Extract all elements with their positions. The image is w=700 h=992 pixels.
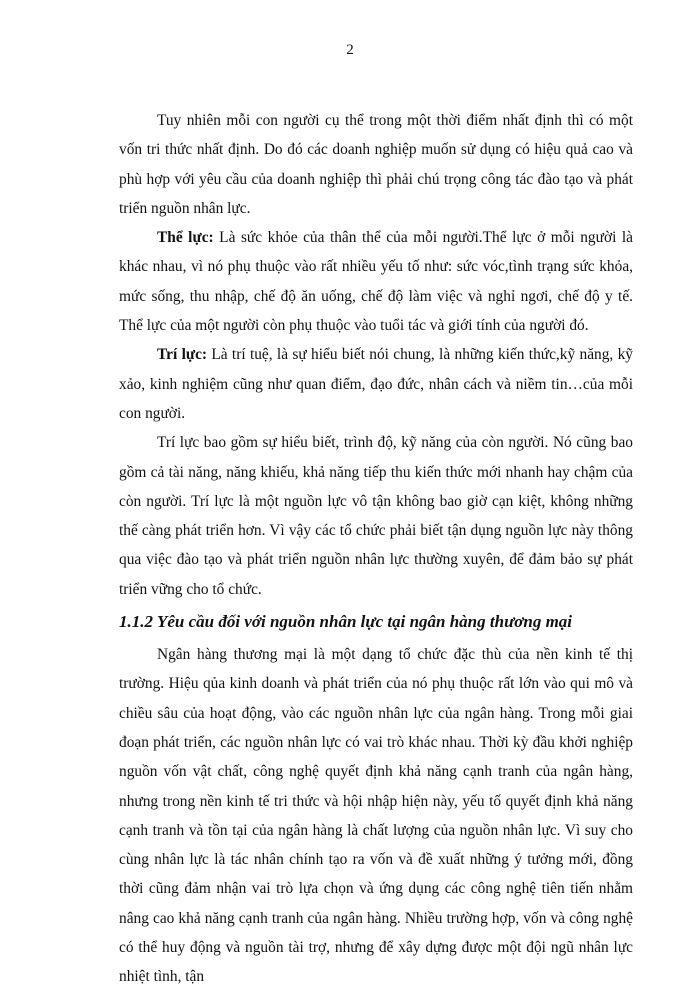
page-number: 2 (346, 42, 354, 58)
paragraph-the-luc (119, 223, 633, 340)
page-body (119, 106, 633, 992)
paragraph-text: Ngân hàng thương mại là một dạng tổ chức đặc thù của nền kinh tế thị trường. Hiệu qủa kinh doanh và phát triển của nó phụ thuộc rất lớn vào qui mô và chiều sâu của hoạt động, vào các nguồn nhân lực của ngân hàng. Trong mỗi giai đoạn phát triển, các nguồn nhân lực có vai trò khác nhau. Thời kỳ đầu khởi nghiệp nguồn vốn vật chất, công nghệ quyết định khả năng cạnh tranh của ngân hàng, nhưng trong nền kinh tế tri thức và hội nhập hiện này, yếu tố quyết định khả năng cạnh tranh và tồn tại của ngân hàng là chất lượng của nguồn nhân lực. Vì suy cho cùng nhân lực là tác nhân chính tạo ra vốn và đề xuất những ý tưởng mới, đồng thời cũng đảm nhận vai trò lựa chọn và ứng dụng các công nghệ tiên tiến nhằm nâng cao khả năng cạnh tranh của ngân hàng. Nhiều trường hợp, vốn và công nghệ có thể huy động và nguồn tài trợ, nhưng để xây dựng được một đội ngũ nhân lực nhiệt tình, tận (119, 646, 633, 986)
paragraph-text: Là trí tuệ, là sự hiểu biết nói chung, là những kiến thức,kỹ năng, kỹ xảo, kinh nghiệm cũng như quan điểm, đạo đức, nhân cách và niềm tin…của mỗi con người. (119, 346, 633, 422)
paragraph-text: Là sức khỏe của thân thể của mỗi người.Thể lực ở mỗi người là khác nhau, vì nó phụ thuộc vào rất nhiều yếu tố như: sức vóc,tình trạng sức khỏa, mức sống, thu nhập, chế độ ăn uống, chế độ làm việc và nghỉ ngơi, chế độ y tế. Thể lực của một người còn phụ thuộc vào tuổi tác và giới tính của người đó. (119, 229, 633, 335)
paragraph-text: Trí lực bao gồm sự hiểu biết, trình độ, kỹ năng của còn người. Nó cũng bao gồm cả tài năng, năng khiếu, khả năng tiếp thu kiến thức mới nhanh hay chậm của còn người. Trí lực là một nguồn lực vô tận không bao giờ cạn kiệt, không những thế càng phát triển hơn. Vì vậy các tổ chức phải biết tận dụng nguồn lực này thông qua việc đào tạo và phát triển nguồn nhân lực thường xuyên, để đảm bảo sự phát triển vững cho tổ chức. (119, 434, 633, 598)
section-heading: 1.1.2 Yêu cầu đối với nguồn nhân lực tại ngân hàng thương mại (119, 612, 573, 632)
paragraph-tri-luc-detail (119, 428, 633, 604)
paragraph-text: Tuy nhiên mỗi con người cụ thể trong một thời điểm nhất định thì có một vốn tri thức nhất định. Do đó các doanh nghiệp muốn sử dụng có hiệu quả cao và phù hợp với yêu cầu của doanh nghiệp thì phải chú trọng công tác đào tạo và phát triển nguồn nhân lực. (119, 112, 633, 217)
paragraph-intro (119, 106, 633, 223)
paragraph-tri-luc (119, 340, 633, 428)
paragraph-section (119, 640, 633, 992)
term-tri-luc: Trí lực: (157, 346, 208, 364)
term-the-luc: Thể lực: (157, 229, 214, 247)
